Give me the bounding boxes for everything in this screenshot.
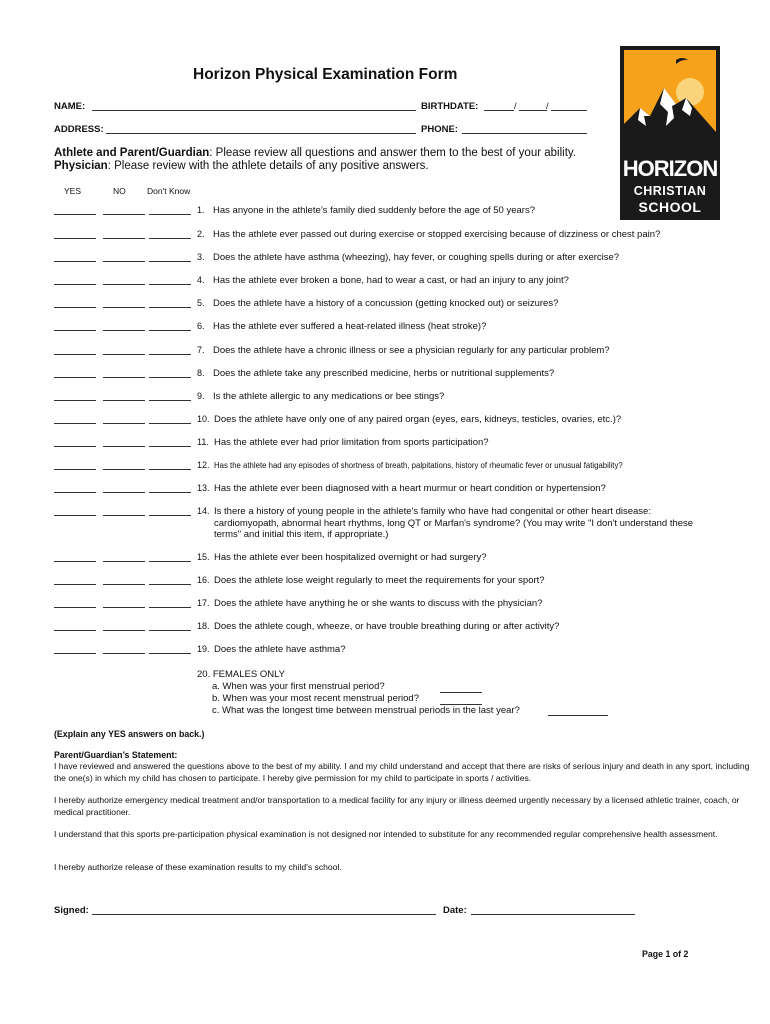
question-text: Does the athlete have asthma (wheezing), hay fever, or coughing spells during or after exercise?	[213, 252, 620, 263]
signature-field[interactable]	[92, 914, 436, 915]
question-text: Does the athlete have a history of a concussion (getting knocked out) or seizures?	[213, 298, 559, 309]
date-label: Date:	[443, 905, 467, 916]
question-row	[0, 205, 770, 219]
question-text: Has the athlete ever been diagnosed with a heart murmur or heart condition or hypertension?	[214, 483, 606, 494]
no-answer-field[interactable]	[103, 214, 145, 215]
question-row	[0, 552, 770, 566]
dont-know-answer-field[interactable]	[149, 214, 191, 215]
form-title: Horizon Physical Examination Form	[193, 66, 458, 83]
question-row	[0, 391, 770, 405]
address-field[interactable]	[106, 133, 416, 134]
statement-paragraph-2: I hereby authorize emergency medical treatment and/or transportation to a medical facility for any injury or illness deemed urgently necessary by a licensed athletic trainer, coach, or medical practitioner.	[54, 795, 740, 817]
horizon-school-logo	[620, 46, 720, 220]
no-answer-field[interactable]	[103, 400, 145, 401]
question-text: Has the athlete ever been hospitalized overnight or had surgery?	[214, 552, 487, 563]
instructions-athlete-bold: Athlete and Parent/Guardian	[54, 147, 210, 159]
no-answer-field[interactable]	[103, 515, 145, 516]
no-answer-field[interactable]	[103, 584, 145, 585]
logo-line-2: CHRISTIAN	[633, 184, 707, 198]
yes-answer-field[interactable]	[54, 515, 96, 516]
logo-line-3: SCHOOL	[638, 199, 702, 215]
yes-answer-field[interactable]	[54, 354, 96, 355]
question-row	[0, 345, 770, 359]
yes-answer-field[interactable]	[54, 469, 96, 470]
question-text: Does the athlete lose weight regularly to meet the requirements for your sport?	[214, 575, 545, 586]
question-number: 16.	[197, 575, 210, 585]
yes-answer-field[interactable]	[54, 238, 96, 239]
question-text: Has the athlete ever passed out during exercise or stopped exercising because of dizziness or chest pain?	[213, 229, 661, 240]
dont-know-answer-field[interactable]	[149, 653, 191, 654]
no-answer-field[interactable]	[103, 446, 145, 447]
yes-answer-field[interactable]	[54, 284, 96, 285]
instructions-physician-text: : Please review with the athlete details of any positive answers.	[107, 160, 429, 172]
no-answer-field[interactable]	[103, 469, 145, 470]
dont-know-answer-field[interactable]	[149, 446, 191, 447]
dont-know-answer-field[interactable]	[149, 307, 191, 308]
yes-answer-field[interactable]	[54, 330, 96, 331]
females-question-a: a. When was your first menstrual period?	[212, 681, 385, 692]
question-row	[0, 575, 770, 589]
question-number: 12.	[197, 460, 210, 470]
question-row	[0, 229, 770, 243]
statement-paragraph-3: I understand that this sports pre-participation physical examination is not designed nor intended to substitute for any recommended regular comprehensive health assessment.	[54, 829, 718, 839]
instructions-athlete-text: : Please review all questions and answer them to the best of your ability.	[209, 147, 576, 159]
females-question-c: c. What was the longest time between menstrual periods in the last year?	[212, 705, 520, 716]
question-text: Has anyone in the athlete’s family died suddenly before the age of 50 years?	[213, 205, 535, 216]
question-text: Does the athlete have only one of any paired organ (eyes, ears, kidneys, testicles, ovaries, etc.)?	[214, 414, 622, 425]
dont-know-answer-field[interactable]	[149, 561, 191, 562]
phone-label: PHONE:	[421, 124, 458, 135]
question-row	[0, 321, 770, 335]
question-number: 13.	[197, 483, 210, 493]
no-answer-field[interactable]	[103, 653, 145, 654]
females-answer-c-field[interactable]	[548, 715, 608, 716]
name-label: NAME:	[54, 101, 86, 112]
yes-answer-field[interactable]	[54, 653, 96, 654]
no-answer-field[interactable]	[103, 423, 145, 424]
dont-know-answer-field[interactable]	[149, 330, 191, 331]
yes-answer-field[interactable]	[54, 400, 96, 401]
dont-know-answer-field[interactable]	[149, 377, 191, 378]
no-answer-field[interactable]	[103, 354, 145, 355]
females-question-b: b. When was your most recent menstrual period?	[212, 693, 419, 704]
instructions-physician-bold: Physician	[54, 160, 108, 172]
yes-answer-field[interactable]	[54, 584, 96, 585]
dont-know-answer-field[interactable]	[149, 284, 191, 285]
dont-know-answer-field[interactable]	[149, 584, 191, 585]
question-number: 2.	[197, 229, 205, 239]
birthdate-year-field[interactable]	[551, 110, 587, 111]
question-text: Is there a history of young people in the athlete's family who have had congenital or other heart disease: cardiomyopath, abnormal heart rhythms, long QT or Marfan's syndrome? (You may write "I don't understand these terms" and initial this item, if appropriate.)	[214, 506, 694, 540]
question-number: 6.	[197, 321, 205, 331]
yes-answer-field[interactable]	[54, 492, 96, 493]
dont-know-answer-field[interactable]	[149, 515, 191, 516]
no-answer-field[interactable]	[103, 377, 145, 378]
question-row	[0, 368, 770, 382]
dont-know-answer-field[interactable]	[149, 469, 191, 470]
dont-know-answer-field[interactable]	[149, 261, 191, 262]
signed-label: Signed:	[54, 905, 89, 916]
birthdate-sep-1: /	[514, 101, 517, 111]
question-text: Has the athlete had any episodes of shortness of breath, palpitations, history of rheumatic fever or unusual fatigability?	[214, 461, 623, 470]
question-row	[0, 275, 770, 289]
instructions-athlete	[54, 147, 576, 159]
dont-know-answer-field[interactable]	[149, 354, 191, 355]
yes-answer-field[interactable]	[54, 607, 96, 608]
yes-answer-field[interactable]	[54, 214, 96, 215]
no-answer-field[interactable]	[103, 492, 145, 493]
logo-line-1: HORIZON	[622, 156, 718, 181]
birthdate-day-field[interactable]	[519, 110, 547, 111]
question-number: 7.	[197, 345, 205, 355]
question-text: Does the athlete cough, wheeze, or have trouble breathing during or after activity?	[214, 621, 560, 632]
question-row	[0, 483, 770, 497]
question-row	[0, 460, 770, 474]
yes-answer-field[interactable]	[54, 261, 96, 262]
column-yes: YES	[64, 186, 82, 196]
females-answer-a-field[interactable]	[440, 692, 482, 693]
no-answer-field[interactable]	[103, 284, 145, 285]
question-number: 5.	[197, 298, 205, 308]
date-field[interactable]	[471, 914, 635, 915]
question-row	[0, 298, 770, 312]
question-row	[0, 506, 770, 540]
question-text: Does the athlete have asthma?	[214, 644, 346, 655]
column-no: NO	[113, 186, 126, 196]
birthdate-label: BIRTHDATE:	[421, 101, 479, 112]
column-dont-know: Don't Know	[147, 186, 191, 196]
yes-answer-field[interactable]	[54, 630, 96, 631]
question-number: 11.	[197, 437, 209, 447]
dont-know-answer-field[interactable]	[149, 607, 191, 608]
yes-answer-field[interactable]	[54, 423, 96, 424]
question-number: 3.	[197, 252, 205, 262]
question-number: 15.	[197, 552, 210, 562]
address-label: ADDRESS:	[54, 124, 104, 135]
question-row	[0, 644, 770, 658]
birthdate-sep-2: /	[546, 101, 549, 111]
question-number: 1.	[197, 205, 205, 215]
question-text: Has the athlete ever broken a bone, had to wear a cast, or had an injury to any joint?	[213, 275, 569, 286]
question-number: 17.	[197, 598, 210, 608]
question-text: Does the athlete have a chronic illness or see a physician regularly for any particular problem?	[213, 345, 610, 356]
birthdate-month-field[interactable]	[484, 110, 514, 111]
dont-know-answer-field[interactable]	[149, 238, 191, 239]
dont-know-answer-field[interactable]	[149, 630, 191, 631]
explain-note: (Explain any YES answers on back.)	[54, 729, 205, 739]
no-answer-field[interactable]	[103, 307, 145, 308]
question-text: Is the athlete allergic to any medications or bee stings?	[213, 391, 445, 402]
question-text: Has the athlete ever had prior limitation from sports participation?	[214, 437, 489, 448]
yes-answer-field[interactable]	[54, 446, 96, 447]
no-answer-field[interactable]	[103, 330, 145, 331]
name-field[interactable]	[92, 110, 416, 111]
no-answer-field[interactable]	[103, 238, 145, 239]
yes-answer-field[interactable]	[54, 561, 96, 562]
yes-answer-field[interactable]	[54, 307, 96, 308]
no-answer-field[interactable]	[103, 561, 145, 562]
question-row	[0, 414, 770, 428]
statement-paragraph-4: I hereby authorize release of these examination results to my child's school.	[54, 862, 342, 872]
question-row	[0, 598, 770, 612]
dont-know-answer-field[interactable]	[149, 492, 191, 493]
dont-know-answer-field[interactable]	[149, 400, 191, 401]
yes-answer-field[interactable]	[54, 377, 96, 378]
question-number: 14.	[197, 506, 210, 516]
question-text: Does the athlete take any prescribed medicine, herbs or nutritional supplements?	[213, 368, 555, 379]
question-number: 10.	[197, 414, 210, 424]
no-answer-field[interactable]	[103, 261, 145, 262]
question-number: 8.	[197, 368, 205, 378]
no-answer-field[interactable]	[103, 630, 145, 631]
question-text: Has the athlete ever suffered a heat-related illness (heat stroke)?	[213, 321, 487, 332]
phone-field[interactable]	[462, 133, 587, 134]
no-answer-field[interactable]	[103, 607, 145, 608]
question-number: 19.	[197, 644, 210, 654]
question-number: 4.	[197, 275, 205, 285]
question-row	[0, 437, 770, 451]
question-text: Does the athlete have anything he or she wants to discuss with the physician?	[214, 598, 543, 609]
question-number: 9.	[197, 391, 205, 401]
dont-know-answer-field[interactable]	[149, 423, 191, 424]
question-number: 18.	[197, 621, 210, 631]
instructions-physician	[54, 160, 429, 172]
statement-paragraph-1: I have reviewed and answered the questions above to the best of my ability. I and my child understand and accept that there are risks of serious injury and death in any sport, including the one(s) in which my child has chosen to participate. I hereby give permission for my child to participate in sports / activities.	[54, 761, 750, 783]
page-number: Page 1 of 2	[642, 949, 689, 959]
question-row	[0, 621, 770, 635]
females-heading: 20. FEMALES ONLY	[197, 669, 285, 680]
question-row	[0, 252, 770, 266]
statement-heading: Parent/Guardian’s Statement:	[54, 750, 178, 760]
